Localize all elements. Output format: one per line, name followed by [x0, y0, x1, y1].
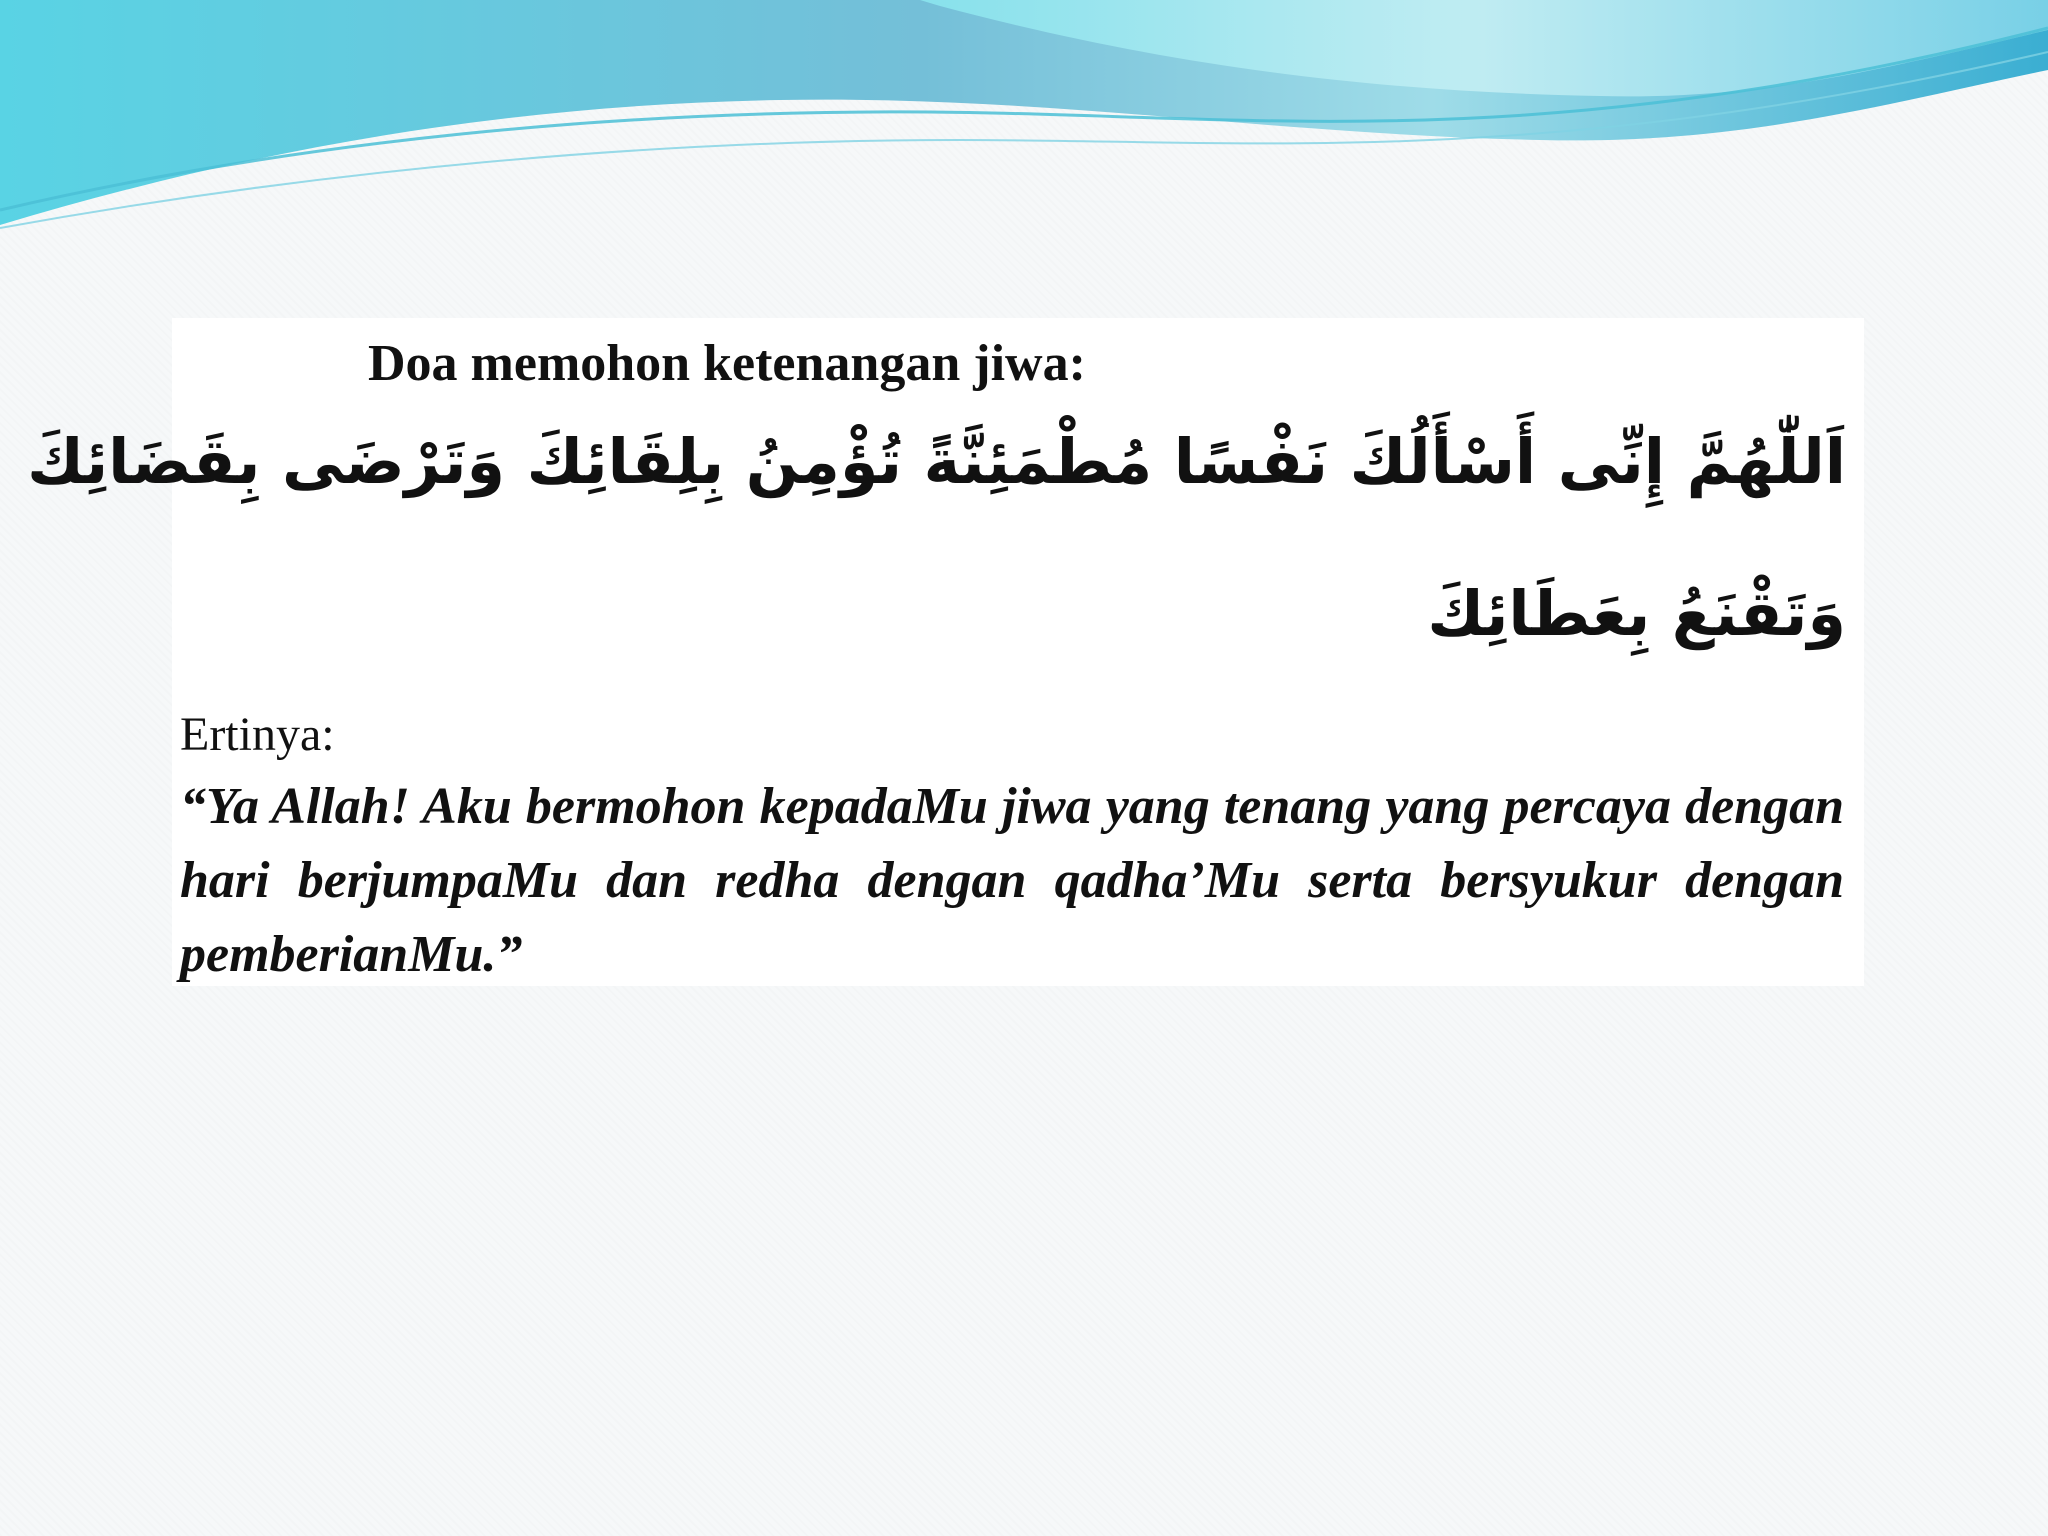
doa-content-card — [27, 318, 1864, 986]
doa-heading: Doa memohon ketenangan jiwa: — [368, 335, 1086, 392]
arabic-doa-line-2: وَتَقْنَعُ بِعَطَائِكَ — [1427, 577, 1846, 650]
wave-banner — [0, 0, 2048, 240]
meaning-label: Ertinya: — [180, 708, 335, 761]
doa-translation: “Ya Allah! Aku bermohon kepadaMu jiwa yang tenang yang percaya dengan hari berjumpaMu dan redha dengan qadha’Mu serta bersyukur dengan pemberianMu.” — [180, 778, 1844, 983]
arabic-doa-line-1: اَللّٰهُمَّ إِنِّى أَسْأَلُكَ نَفْسًا مُطْمَئِنَّةً تُؤْمِنُ بِلِقَائِكَ وَتَرْضَى بِقَضَائِكَ — [27, 425, 1846, 498]
